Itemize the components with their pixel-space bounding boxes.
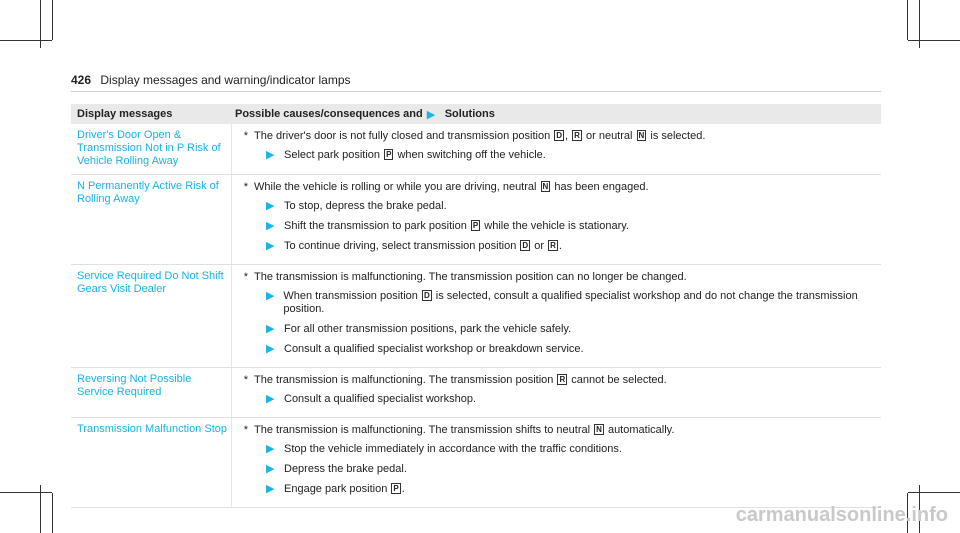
cause [236,373,881,387]
cause [236,180,881,194]
text-fragment: To continue driving, select transmission position [284,240,520,252]
cause-text [254,373,667,387]
page-header [71,73,881,92]
solution-step [266,393,881,406]
gear-r-icon: R [574,131,580,140]
causes-and-solutions [231,265,881,367]
display-message: Reversing Not Possible Service Required [77,373,192,398]
text-fragment: Consult a qualified specialist workshop or breakdown service. [284,343,584,355]
solution-text [284,393,476,406]
display-message: Service Required Do Not Shift Gears Visit Dealer [77,270,224,295]
solution-text [284,220,629,233]
asterisk-icon: * [243,271,248,283]
solution-step [266,200,881,213]
crop-mark [0,492,52,493]
solution-text [284,240,562,253]
solution-step [266,323,881,336]
text-fragment: Stop the vehicle immediately in accordance with the traffic conditions. [284,443,622,455]
text-fragment: For all other transmission positions, park the vehicle safely. [284,323,572,335]
page-number: 426 [71,73,92,87]
solution-step [266,290,881,316]
text-fragment: Depress the brake pedal. [284,463,407,475]
text-fragment: cannot be selected. [568,374,667,386]
gear-p-icon: P [472,221,479,230]
cause [236,270,881,284]
text-fragment: automatically. [604,424,675,436]
crop-mark [908,40,960,41]
asterisk-icon: * [243,424,248,436]
crop-mark [52,493,53,533]
cause-text [254,129,705,143]
text-fragment: is selected. [647,130,706,142]
text-fragment: Shift the transmission to park position [284,220,470,232]
solution-text [283,290,881,316]
arrow-right-icon: ▶ [266,343,275,355]
table-header [71,104,881,124]
display-message: Driver's Door Open & Transmission Not in P Risk of Vehicle Rolling Away [77,129,221,167]
header-solutions: Possible causes/consequences and ▶ Solutions [235,108,495,121]
cause [236,129,881,143]
arrow-right-icon: ▶ [266,443,275,455]
cause-text [254,180,649,194]
text-fragment: has been engaged. [551,181,649,193]
crop-mark [0,40,52,41]
arrow-right-icon: ▶ [426,108,436,121]
text-fragment: The transmission is malfunctioning. The transmission position [254,374,557,386]
text-fragment: or [531,240,548,252]
text-fragment: is selected, consult a qualified specialist workshop and do not change the transmission position. [283,290,858,315]
text-fragment: When transmission position [283,290,421,302]
arrow-right-icon: ▶ [266,483,275,495]
gear-n-icon: N [542,182,549,191]
asterisk-icon: * [243,181,248,193]
crop-mark [908,492,960,493]
solution-text [284,463,407,476]
display-messages-table [71,104,881,508]
arrow-right-icon: ▶ [266,149,275,161]
solution-text [284,323,571,336]
solution-text [284,483,405,496]
solution-step [266,483,881,496]
causes-and-solutions [231,124,881,174]
text-fragment: The transmission is malfunctioning. The transmission shifts to neutral [254,424,594,436]
solution-text [284,149,546,162]
gear-r-icon: R [559,375,566,384]
cause-text [254,423,674,437]
arrow-right-icon: ▶ [266,463,275,475]
text-fragment: . [401,483,405,495]
solution-step [266,343,881,356]
text-fragment: The transmission is malfunctioning. The transmission position can no longer be changed. [254,271,687,283]
arrow-right-icon: ▶ [266,200,275,212]
table-row [71,265,881,368]
solution-text [284,200,447,213]
text-fragment: when switching off the vehicle. [394,149,546,161]
arrow-right-icon: ▶ [266,240,275,252]
causes-and-solutions [231,418,881,507]
solution-step [266,463,881,476]
arrow-right-icon: ▶ [266,393,275,405]
solution-step [266,240,881,253]
causes-and-solutions [231,368,881,417]
page-title: Display messages and warning/indicator lamps [100,73,351,87]
table-row [71,124,881,175]
arrow-right-icon: ▶ [266,220,275,232]
table-row [71,175,881,265]
table-body [71,124,881,508]
display-message: N Permanently Active Risk of Rolling Away [77,180,219,205]
cause-text [254,270,687,284]
gear-r-icon: R [550,241,556,250]
arrow-right-icon: ▶ [266,290,275,302]
watermark: carmanualsonline.info [735,504,948,526]
text-fragment: while the vehicle is stationary. [481,220,629,232]
gear-d-icon: D [423,291,430,300]
table-row [71,418,881,508]
text-fragment: Engage park position [284,483,391,495]
solution-text [284,443,622,456]
gear-d-icon: D [556,131,563,140]
gear-d-icon: D [522,241,529,250]
solution-step [266,443,881,456]
cause [236,423,881,437]
solution-text [284,343,584,356]
text-fragment: While the vehicle is rolling or while you are driving, neutral [254,181,540,193]
text-fragment: or neutral [582,130,636,142]
solution-step [266,149,881,162]
table-row [71,368,881,418]
display-message: Transmission Malfunction Stop [77,423,227,435]
crop-mark [52,0,53,40]
text-fragment: The driver's door is not fully closed and transmission position [254,130,554,142]
gear-p-icon: P [386,150,392,159]
text-fragment: Consult a qualified specialist workshop. [284,393,476,405]
header-messages: Display messages [77,108,173,120]
solution-step [266,220,881,233]
gear-n-icon: N [638,131,645,140]
gear-n-icon: N [596,425,602,434]
text-fragment: To stop, depress the brake pedal. [284,200,447,212]
text-fragment: , [565,130,572,142]
arrow-right-icon: ▶ [266,323,275,335]
asterisk-icon: * [243,130,248,142]
text-fragment: Select park position [284,149,384,161]
text-fragment: . [558,240,562,252]
causes-and-solutions [231,175,881,264]
asterisk-icon: * [243,374,248,386]
crop-mark [907,0,908,40]
gear-p-icon: P [393,484,399,493]
